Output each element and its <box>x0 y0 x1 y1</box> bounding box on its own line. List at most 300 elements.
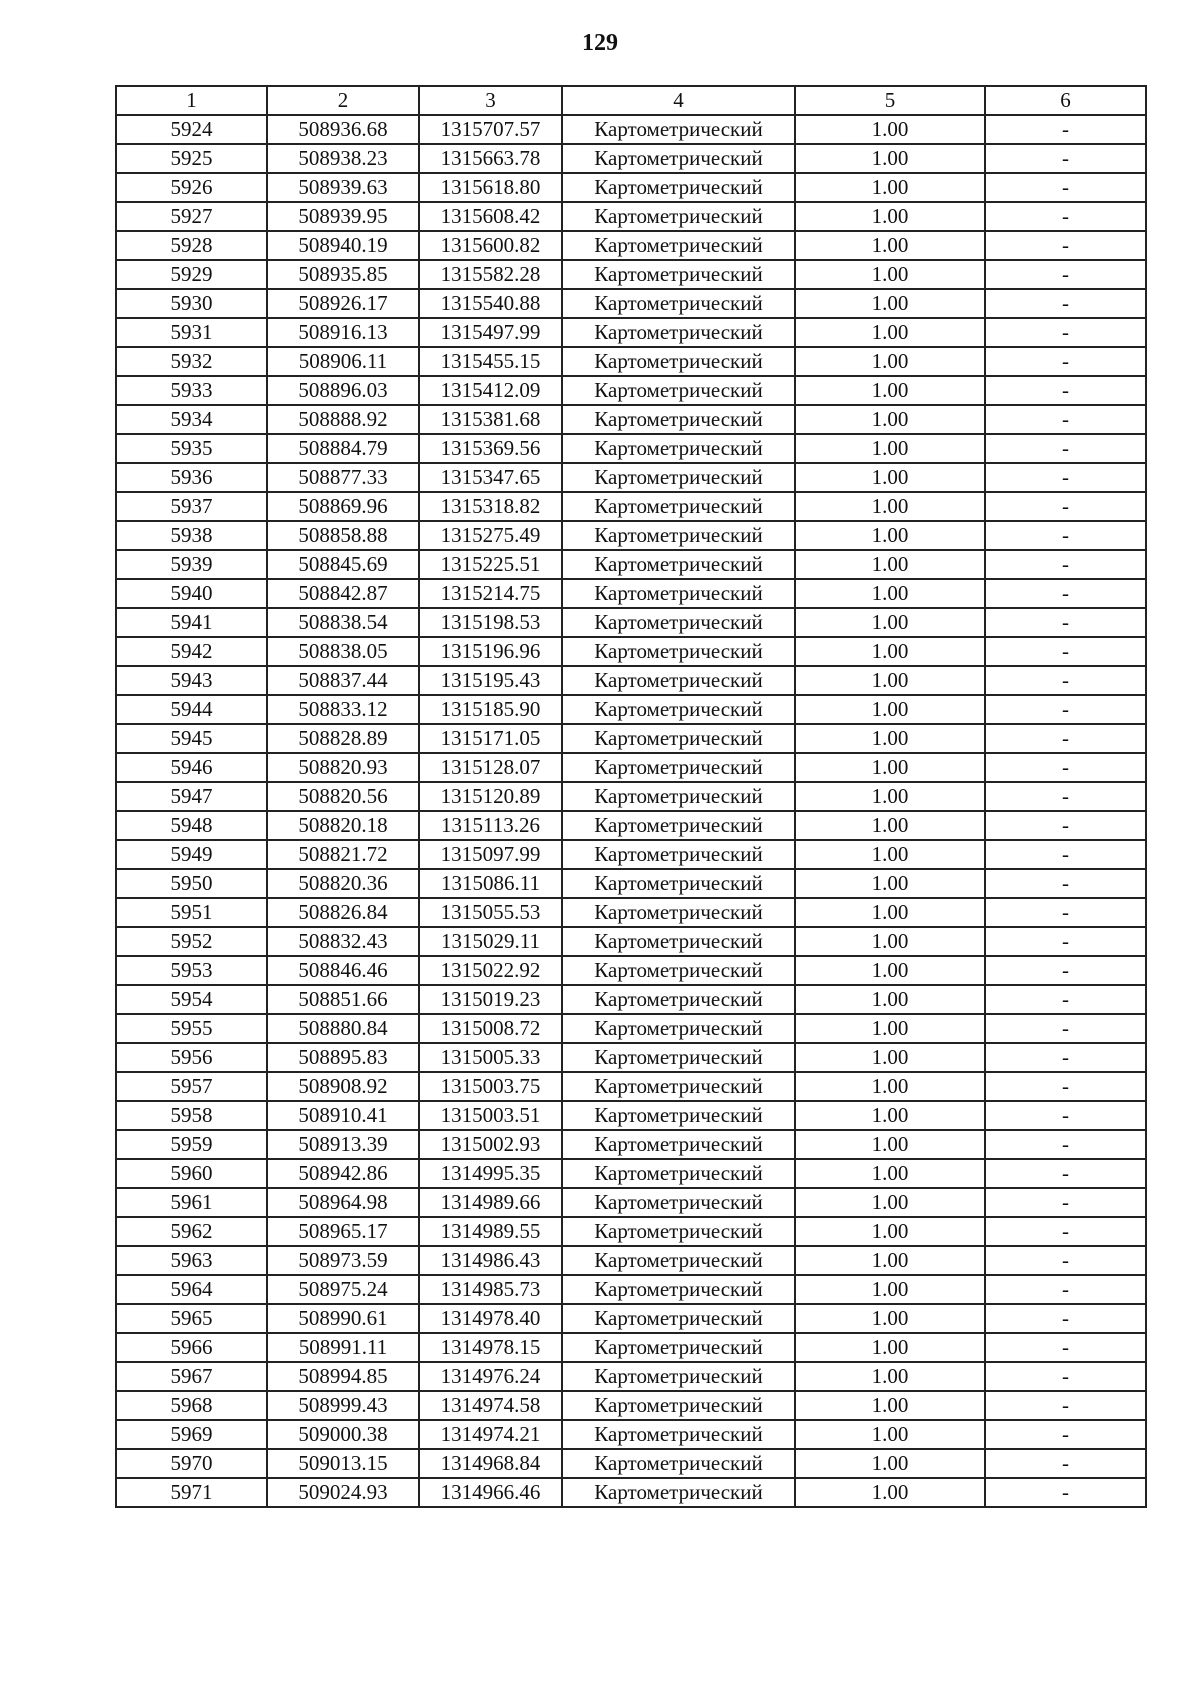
note-cell: - <box>985 695 1146 724</box>
point-number-cell: 5948 <box>116 811 267 840</box>
note-cell: - <box>985 318 1146 347</box>
x-coordinate-cell: 508964.98 <box>267 1188 419 1217</box>
x-coordinate-cell: 508838.05 <box>267 637 419 666</box>
y-coordinate-cell: 1315214.75 <box>419 579 562 608</box>
x-coordinate-cell: 508851.66 <box>267 985 419 1014</box>
table-row <box>116 1217 1146 1246</box>
table-row <box>116 1014 1146 1043</box>
note-cell: - <box>985 550 1146 579</box>
x-coordinate-cell: 508906.11 <box>267 347 419 376</box>
method-cell: Картометрический <box>562 956 795 985</box>
note-cell: - <box>985 347 1146 376</box>
y-coordinate-cell: 1315120.89 <box>419 782 562 811</box>
table-row <box>116 202 1146 231</box>
table-row <box>116 1362 1146 1391</box>
method-cell: Картометрический <box>562 666 795 695</box>
y-coordinate-cell: 1315497.99 <box>419 318 562 347</box>
point-number-cell: 5960 <box>116 1159 267 1188</box>
table-row <box>116 347 1146 376</box>
note-cell: - <box>985 1420 1146 1449</box>
point-number-cell: 5939 <box>116 550 267 579</box>
x-coordinate-cell: 508820.18 <box>267 811 419 840</box>
y-coordinate-cell: 1315318.82 <box>419 492 562 521</box>
method-cell: Картометрический <box>562 173 795 202</box>
column-header-3: 3 <box>419 86 562 115</box>
method-cell: Картометрический <box>562 144 795 173</box>
accuracy-cell: 1.00 <box>795 898 985 927</box>
accuracy-cell: 1.00 <box>795 1101 985 1130</box>
x-coordinate-cell: 508820.93 <box>267 753 419 782</box>
point-number-cell: 5969 <box>116 1420 267 1449</box>
y-coordinate-cell: 1315275.49 <box>419 521 562 550</box>
table-row <box>116 1246 1146 1275</box>
table-row <box>116 1478 1146 1507</box>
accuracy-cell: 1.00 <box>795 463 985 492</box>
x-coordinate-cell: 508935.85 <box>267 260 419 289</box>
table-row <box>116 1420 1146 1449</box>
accuracy-cell: 1.00 <box>795 782 985 811</box>
accuracy-cell: 1.00 <box>795 753 985 782</box>
note-cell: - <box>985 144 1146 173</box>
y-coordinate-cell: 1315055.53 <box>419 898 562 927</box>
x-coordinate-cell: 508838.54 <box>267 608 419 637</box>
accuracy-cell: 1.00 <box>795 318 985 347</box>
table-row <box>116 1043 1146 1072</box>
table-row <box>116 115 1146 144</box>
method-cell: Картометрический <box>562 1362 795 1391</box>
x-coordinate-cell: 509013.15 <box>267 1449 419 1478</box>
note-cell: - <box>985 289 1146 318</box>
point-number-cell: 5924 <box>116 115 267 144</box>
table-row <box>116 434 1146 463</box>
accuracy-cell: 1.00 <box>795 1246 985 1275</box>
table-row <box>116 840 1146 869</box>
note-cell: - <box>985 637 1146 666</box>
note-cell: - <box>985 898 1146 927</box>
accuracy-cell: 1.00 <box>795 376 985 405</box>
note-cell: - <box>985 434 1146 463</box>
page-number: 129 <box>582 30 618 56</box>
y-coordinate-cell: 1315196.96 <box>419 637 562 666</box>
accuracy-cell: 1.00 <box>795 724 985 753</box>
column-header-5: 5 <box>795 86 985 115</box>
y-coordinate-cell: 1314989.66 <box>419 1188 562 1217</box>
method-cell: Картометрический <box>562 1420 795 1449</box>
x-coordinate-cell: 508845.69 <box>267 550 419 579</box>
point-number-cell: 5926 <box>116 173 267 202</box>
x-coordinate-cell: 508910.41 <box>267 1101 419 1130</box>
column-header-2: 2 <box>267 86 419 115</box>
accuracy-cell: 1.00 <box>795 1333 985 1362</box>
x-coordinate-cell: 508965.17 <box>267 1217 419 1246</box>
x-coordinate-cell: 508916.13 <box>267 318 419 347</box>
point-number-cell: 5957 <box>116 1072 267 1101</box>
point-number-cell: 5967 <box>116 1362 267 1391</box>
table-row <box>116 811 1146 840</box>
method-cell: Картометрический <box>562 1449 795 1478</box>
note-cell: - <box>985 231 1146 260</box>
accuracy-cell: 1.00 <box>795 840 985 869</box>
table-row <box>116 463 1146 492</box>
point-number-cell: 5970 <box>116 1449 267 1478</box>
method-cell: Картометрический <box>562 1130 795 1159</box>
table-row <box>116 1159 1146 1188</box>
note-cell: - <box>985 724 1146 753</box>
method-cell: Картометрический <box>562 1217 795 1246</box>
header-row <box>116 86 1146 115</box>
method-cell: Картометрический <box>562 492 795 521</box>
table-row <box>116 608 1146 637</box>
x-coordinate-cell: 508896.03 <box>267 376 419 405</box>
table-row <box>116 144 1146 173</box>
note-cell: - <box>985 405 1146 434</box>
point-number-cell: 5947 <box>116 782 267 811</box>
table-row <box>116 753 1146 782</box>
method-cell: Картометрический <box>562 637 795 666</box>
note-cell: - <box>985 260 1146 289</box>
accuracy-cell: 1.00 <box>795 434 985 463</box>
note-cell: - <box>985 376 1146 405</box>
point-number-cell: 5966 <box>116 1333 267 1362</box>
y-coordinate-cell: 1315618.80 <box>419 173 562 202</box>
note-cell: - <box>985 811 1146 840</box>
table-row <box>116 637 1146 666</box>
table-row <box>116 1449 1146 1478</box>
accuracy-cell: 1.00 <box>795 231 985 260</box>
point-number-cell: 5949 <box>116 840 267 869</box>
note-cell: - <box>985 1391 1146 1420</box>
x-coordinate-cell: 508939.63 <box>267 173 419 202</box>
y-coordinate-cell: 1315005.33 <box>419 1043 562 1072</box>
x-coordinate-cell: 508828.89 <box>267 724 419 753</box>
point-number-cell: 5951 <box>116 898 267 927</box>
table-row <box>116 1130 1146 1159</box>
x-coordinate-cell: 508975.24 <box>267 1275 419 1304</box>
table-row <box>116 318 1146 347</box>
point-number-cell: 5928 <box>116 231 267 260</box>
accuracy-cell: 1.00 <box>795 1072 985 1101</box>
coordinates-table <box>115 85 1147 1508</box>
method-cell: Картометрический <box>562 289 795 318</box>
y-coordinate-cell: 1314966.46 <box>419 1478 562 1507</box>
table-row <box>116 521 1146 550</box>
accuracy-cell: 1.00 <box>795 405 985 434</box>
point-number-cell: 5929 <box>116 260 267 289</box>
y-coordinate-cell: 1315097.99 <box>419 840 562 869</box>
x-coordinate-cell: 508990.61 <box>267 1304 419 1333</box>
table-row <box>116 1275 1146 1304</box>
x-coordinate-cell: 508991.11 <box>267 1333 419 1362</box>
accuracy-cell: 1.00 <box>795 1188 985 1217</box>
y-coordinate-cell: 1314978.40 <box>419 1304 562 1333</box>
note-cell: - <box>985 521 1146 550</box>
method-cell: Картометрический <box>562 1159 795 1188</box>
note-cell: - <box>985 608 1146 637</box>
note-cell: - <box>985 956 1146 985</box>
x-coordinate-cell: 508832.43 <box>267 927 419 956</box>
table-row <box>116 579 1146 608</box>
accuracy-cell: 1.00 <box>795 1217 985 1246</box>
point-number-cell: 5956 <box>116 1043 267 1072</box>
table-row <box>116 376 1146 405</box>
y-coordinate-cell: 1315663.78 <box>419 144 562 173</box>
y-coordinate-cell: 1314974.21 <box>419 1420 562 1449</box>
point-number-cell: 5931 <box>116 318 267 347</box>
table-row <box>116 782 1146 811</box>
y-coordinate-cell: 1314976.24 <box>419 1362 562 1391</box>
accuracy-cell: 1.00 <box>795 869 985 898</box>
accuracy-cell: 1.00 <box>795 521 985 550</box>
method-cell: Картометрический <box>562 927 795 956</box>
accuracy-cell: 1.00 <box>795 1362 985 1391</box>
y-coordinate-cell: 1315582.28 <box>419 260 562 289</box>
y-coordinate-cell: 1315540.88 <box>419 289 562 318</box>
table-row <box>116 1333 1146 1362</box>
y-coordinate-cell: 1315171.05 <box>419 724 562 753</box>
table-row <box>116 927 1146 956</box>
accuracy-cell: 1.00 <box>795 144 985 173</box>
method-cell: Картометрический <box>562 1043 795 1072</box>
note-cell: - <box>985 579 1146 608</box>
y-coordinate-cell: 1315022.92 <box>419 956 562 985</box>
x-coordinate-cell: 508973.59 <box>267 1246 419 1275</box>
y-coordinate-cell: 1314986.43 <box>419 1246 562 1275</box>
point-number-cell: 5944 <box>116 695 267 724</box>
table-row <box>116 695 1146 724</box>
accuracy-cell: 1.00 <box>795 1159 985 1188</box>
method-cell: Картометрический <box>562 260 795 289</box>
method-cell: Картометрический <box>562 1014 795 1043</box>
method-cell: Картометрический <box>562 202 795 231</box>
y-coordinate-cell: 1315608.42 <box>419 202 562 231</box>
accuracy-cell: 1.00 <box>795 1304 985 1333</box>
method-cell: Картометрический <box>562 608 795 637</box>
y-coordinate-cell: 1315003.51 <box>419 1101 562 1130</box>
y-coordinate-cell: 1315003.75 <box>419 1072 562 1101</box>
method-cell: Картометрический <box>562 376 795 405</box>
y-coordinate-cell: 1314985.73 <box>419 1275 562 1304</box>
point-number-cell: 5940 <box>116 579 267 608</box>
y-coordinate-cell: 1315008.72 <box>419 1014 562 1043</box>
x-coordinate-cell: 508936.68 <box>267 115 419 144</box>
note-cell: - <box>985 1014 1146 1043</box>
point-number-cell: 5954 <box>116 985 267 1014</box>
y-coordinate-cell: 1314974.58 <box>419 1391 562 1420</box>
point-number-cell: 5937 <box>116 492 267 521</box>
accuracy-cell: 1.00 <box>795 927 985 956</box>
note-cell: - <box>985 1333 1146 1362</box>
note-cell: - <box>985 782 1146 811</box>
method-cell: Картометрический <box>562 347 795 376</box>
x-coordinate-cell: 508877.33 <box>267 463 419 492</box>
method-cell: Картометрический <box>562 1246 795 1275</box>
y-coordinate-cell: 1315369.56 <box>419 434 562 463</box>
x-coordinate-cell: 508994.85 <box>267 1362 419 1391</box>
method-cell: Картометрический <box>562 434 795 463</box>
x-coordinate-cell: 508999.43 <box>267 1391 419 1420</box>
note-cell: - <box>985 1043 1146 1072</box>
point-number-cell: 5925 <box>116 144 267 173</box>
y-coordinate-cell: 1315198.53 <box>419 608 562 637</box>
y-coordinate-cell: 1315195.43 <box>419 666 562 695</box>
point-number-cell: 5943 <box>116 666 267 695</box>
point-number-cell: 5953 <box>116 956 267 985</box>
note-cell: - <box>985 1275 1146 1304</box>
column-header-1: 1 <box>116 86 267 115</box>
y-coordinate-cell: 1315019.23 <box>419 985 562 1014</box>
table-row <box>116 1391 1146 1420</box>
point-number-cell: 5934 <box>116 405 267 434</box>
x-coordinate-cell: 508942.86 <box>267 1159 419 1188</box>
point-number-cell: 5955 <box>116 1014 267 1043</box>
method-cell: Картометрический <box>562 840 795 869</box>
point-number-cell: 5936 <box>116 463 267 492</box>
accuracy-cell: 1.00 <box>795 1449 985 1478</box>
method-cell: Картометрический <box>562 1478 795 1507</box>
table-row <box>116 1304 1146 1333</box>
y-coordinate-cell: 1315600.82 <box>419 231 562 260</box>
method-cell: Картометрический <box>562 1275 795 1304</box>
method-cell: Картометрический <box>562 898 795 927</box>
note-cell: - <box>985 173 1146 202</box>
table-row <box>116 666 1146 695</box>
accuracy-cell: 1.00 <box>795 260 985 289</box>
column-header-6: 6 <box>985 86 1146 115</box>
method-cell: Картометрический <box>562 782 795 811</box>
table-row <box>116 550 1146 579</box>
accuracy-cell: 1.00 <box>795 202 985 231</box>
point-number-cell: 5942 <box>116 637 267 666</box>
y-coordinate-cell: 1315707.57 <box>419 115 562 144</box>
method-cell: Картометрический <box>562 753 795 782</box>
accuracy-cell: 1.00 <box>795 347 985 376</box>
x-coordinate-cell: 509024.93 <box>267 1478 419 1507</box>
x-coordinate-cell: 508820.56 <box>267 782 419 811</box>
x-coordinate-cell: 508821.72 <box>267 840 419 869</box>
accuracy-cell: 1.00 <box>795 1043 985 1072</box>
note-cell: - <box>985 202 1146 231</box>
point-number-cell: 5945 <box>116 724 267 753</box>
y-coordinate-cell: 1315455.15 <box>419 347 562 376</box>
x-coordinate-cell: 508846.46 <box>267 956 419 985</box>
note-cell: - <box>985 1478 1146 1507</box>
point-number-cell: 5961 <box>116 1188 267 1217</box>
note-cell: - <box>985 463 1146 492</box>
method-cell: Картометрический <box>562 985 795 1014</box>
table-row <box>116 231 1146 260</box>
x-coordinate-cell: 508884.79 <box>267 434 419 463</box>
accuracy-cell: 1.00 <box>795 492 985 521</box>
method-cell: Картометрический <box>562 1188 795 1217</box>
x-coordinate-cell: 508833.12 <box>267 695 419 724</box>
table-row <box>116 1072 1146 1101</box>
note-cell: - <box>985 1304 1146 1333</box>
table-row <box>116 869 1146 898</box>
table-row <box>116 956 1146 985</box>
point-number-cell: 5941 <box>116 608 267 637</box>
table-body <box>116 115 1146 1507</box>
note-cell: - <box>985 1072 1146 1101</box>
point-number-cell: 5962 <box>116 1217 267 1246</box>
table-row <box>116 898 1146 927</box>
y-coordinate-cell: 1314989.55 <box>419 1217 562 1246</box>
point-number-cell: 5959 <box>116 1130 267 1159</box>
note-cell: - <box>985 1101 1146 1130</box>
method-cell: Картометрический <box>562 405 795 434</box>
y-coordinate-cell: 1315185.90 <box>419 695 562 724</box>
accuracy-cell: 1.00 <box>795 1420 985 1449</box>
note-cell: - <box>985 1159 1146 1188</box>
method-cell: Картометрический <box>562 231 795 260</box>
y-coordinate-cell: 1315412.09 <box>419 376 562 405</box>
note-cell: - <box>985 985 1146 1014</box>
accuracy-cell: 1.00 <box>795 1478 985 1507</box>
accuracy-cell: 1.00 <box>795 608 985 637</box>
point-number-cell: 5950 <box>116 869 267 898</box>
x-coordinate-cell: 508913.39 <box>267 1130 419 1159</box>
note-cell: - <box>985 492 1146 521</box>
x-coordinate-cell: 508858.88 <box>267 521 419 550</box>
table-row <box>116 1188 1146 1217</box>
y-coordinate-cell: 1315002.93 <box>419 1130 562 1159</box>
table-row <box>116 492 1146 521</box>
note-cell: - <box>985 1188 1146 1217</box>
point-number-cell: 5933 <box>116 376 267 405</box>
accuracy-cell: 1.00 <box>795 956 985 985</box>
x-coordinate-cell: 508837.44 <box>267 666 419 695</box>
table-row <box>116 985 1146 1014</box>
point-number-cell: 5946 <box>116 753 267 782</box>
point-number-cell: 5968 <box>116 1391 267 1420</box>
y-coordinate-cell: 1315113.26 <box>419 811 562 840</box>
method-cell: Картометрический <box>562 1101 795 1130</box>
note-cell: - <box>985 1246 1146 1275</box>
accuracy-cell: 1.00 <box>795 173 985 202</box>
point-number-cell: 5963 <box>116 1246 267 1275</box>
note-cell: - <box>985 840 1146 869</box>
x-coordinate-cell: 508880.84 <box>267 1014 419 1043</box>
method-cell: Картометрический <box>562 1304 795 1333</box>
point-number-cell: 5965 <box>116 1304 267 1333</box>
accuracy-cell: 1.00 <box>795 1391 985 1420</box>
y-coordinate-cell: 1314978.15 <box>419 1333 562 1362</box>
method-cell: Картометрический <box>562 869 795 898</box>
method-cell: Картометрический <box>562 579 795 608</box>
note-cell: - <box>985 1130 1146 1159</box>
accuracy-cell: 1.00 <box>795 289 985 318</box>
accuracy-cell: 1.00 <box>795 115 985 144</box>
x-coordinate-cell: 508940.19 <box>267 231 419 260</box>
x-coordinate-cell: 509000.38 <box>267 1420 419 1449</box>
note-cell: - <box>985 115 1146 144</box>
point-number-cell: 5927 <box>116 202 267 231</box>
x-coordinate-cell: 508938.23 <box>267 144 419 173</box>
table-row <box>116 173 1146 202</box>
x-coordinate-cell: 508939.95 <box>267 202 419 231</box>
note-cell: - <box>985 927 1146 956</box>
method-cell: Картометрический <box>562 1333 795 1362</box>
table-header <box>116 86 1146 115</box>
method-cell: Картометрический <box>562 463 795 492</box>
y-coordinate-cell: 1315086.11 <box>419 869 562 898</box>
y-coordinate-cell: 1315029.11 <box>419 927 562 956</box>
accuracy-cell: 1.00 <box>795 985 985 1014</box>
table-row <box>116 405 1146 434</box>
point-number-cell: 5930 <box>116 289 267 318</box>
y-coordinate-cell: 1315381.68 <box>419 405 562 434</box>
method-cell: Картометрический <box>562 1072 795 1101</box>
y-coordinate-cell: 1315225.51 <box>419 550 562 579</box>
